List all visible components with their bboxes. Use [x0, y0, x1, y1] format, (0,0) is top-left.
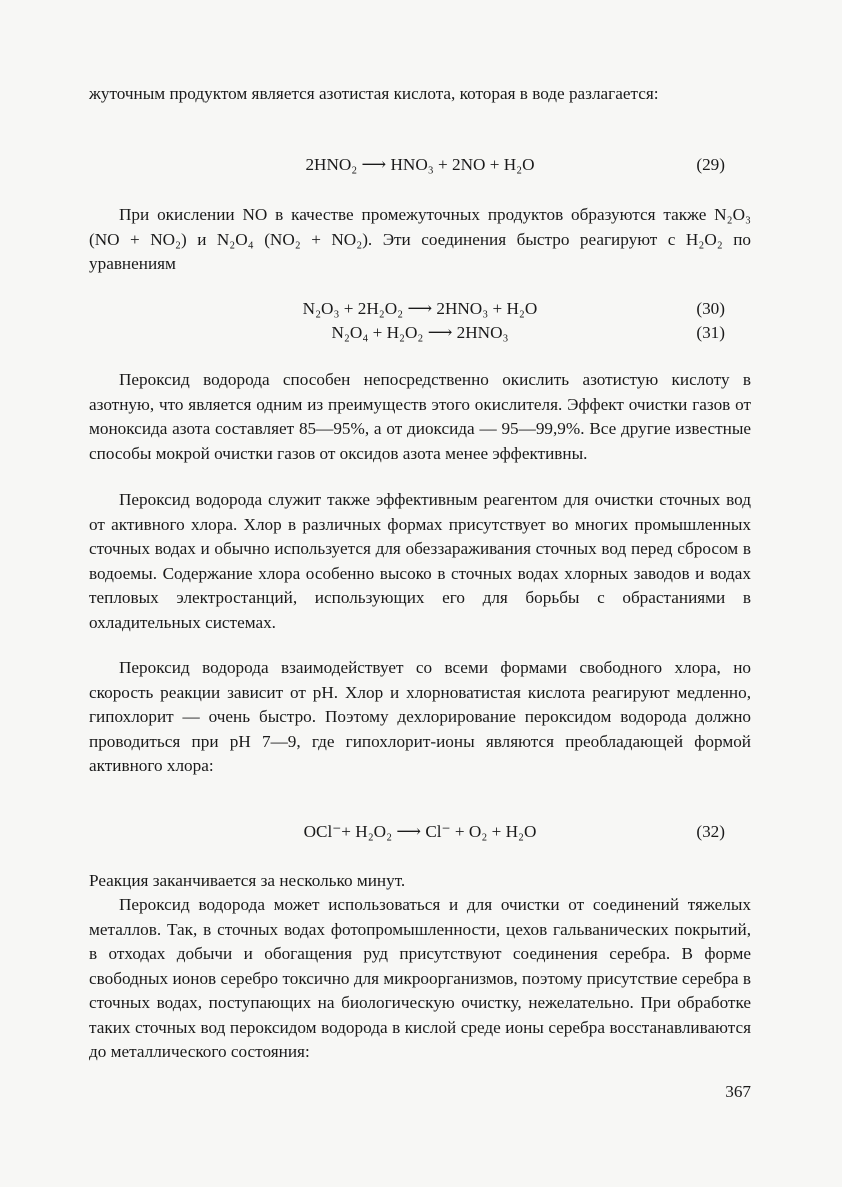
- paragraph: Пероксид водорода способен непосредственно окислить азотистую кислоту в азотную, что является одним из преимуществ этого окислителя. Эффект очистки газов от моноксида азота составляет 85—95%, а от диоксида — 95—99,9%. Все другие известные способы мокрой очистки газов от оксидов азота менее эффективны.: [89, 370, 751, 463]
- equation-formula: OCl⁻+ H₂O₂ ⟶ Cl⁻ + O₂ + H₂O: [303, 822, 537, 841]
- equation-number: (30): [696, 299, 725, 318]
- page-number: 367: [725, 1082, 751, 1101]
- paragraph: Реакция заканчивается за несколько минут.: [89, 871, 406, 890]
- paragraph: Пероксид водорода взаимодействует со всеми формами свободного хлора, но скорость реакции зависит от pH. Хлор и хлорноватистая кислота реагируют медленно, гипохлорит — очень быстро. Поэтому дехлорирование пероксидом водорода должно проводиться при pH 7—9, где гипохлорит-ионы являются преобладающей формой активного хлора:: [89, 658, 751, 775]
- equation-number: (29): [696, 155, 725, 174]
- equation-number: (32): [696, 822, 725, 841]
- equation-31: [89, 320, 751, 346]
- equation-32: [89, 819, 751, 845]
- paragraph: Пероксид водорода служит также эффективным реагентом для очистки сточных вод от активного хлора. Хлор в различных формах присутствует во многих промышленных сточных водах и обычно используется для обеззараживания сточных вод перед сбросом в водоемы. Содержание хлора особенно высоко в сточных водах хлорных заводов и водах тепловых электростанций, использующих его для борьбы с обрастаниями в охладительных системах.: [89, 490, 751, 632]
- equation-number: (31): [696, 323, 725, 342]
- equation-30: [89, 296, 751, 322]
- paragraph: При окислении NO в качестве промежуточных продуктов образуются также N₂O₃ (NO + NO₂) и N₂O₄ (NO₂ + NO₂). Эти соединения быстро реагируют с H₂O₂ по уравнениям: [89, 205, 751, 273]
- equation-29: [89, 152, 751, 178]
- paragraph: жуточным продуктом является азотистая кислота, которая в воде разлагается:: [89, 84, 659, 103]
- equation-formula: 2HNO₂ ⟶ HNO₃ + 2NO + H₂O: [305, 155, 535, 174]
- equation-formula: N₂O₃ + 2H₂O₂ ⟶ 2HNO₃ + H₂O: [302, 299, 538, 318]
- paragraph: Пероксид водорода может использоваться и для очистки от соединений тяжелых металлов. Так, в сточных водах фотопромышленности, цехов гальванических покрытий, в отходах добычи и обогащения руд присутствуют соединения серебра. В форме свободных ионов серебро токсично для микроорганизмов, поэтому присутствие серебра в сточных водах, поступающих на биологическую очистку, нежелательно. При обработке таких сточных вод пероксидом водорода в кислой среде ионы серебра восстанавливаются до металлического состояния:: [89, 895, 751, 1061]
- equation-formula: N₂O₄ + H₂O₂ ⟶ 2HNO₃: [331, 323, 509, 342]
